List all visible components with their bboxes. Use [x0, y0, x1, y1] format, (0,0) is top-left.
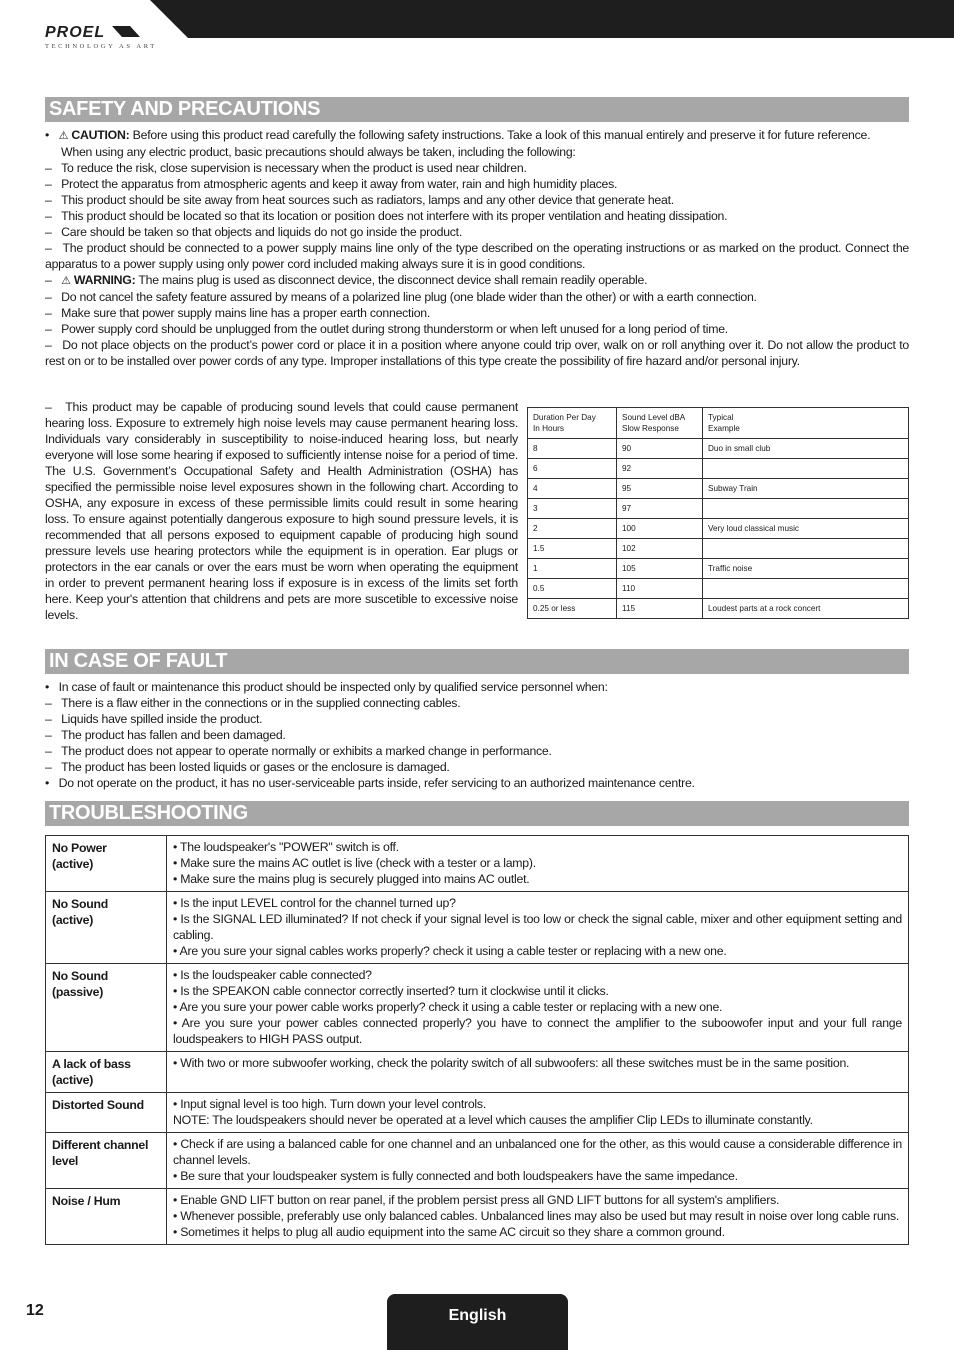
list-item-text: Power supply cord should be unplugged from the outlet during strong thunderstorm or when left unused for a long period of time. — [61, 322, 728, 336]
solution-line: • Are you sure your power cable works properly? check it using a cable tester or replacing with a new one. — [173, 1000, 723, 1014]
list-item-text: Do not place objects on the product’s power cord or place it in a position where anyone could trip over, walk on or roll anything over it. Do not allow the product to rest on or to be installed over power cords of any type. Improper installations of this type create the possibility of fire hazard and/or personal injury. — [45, 338, 909, 368]
list-marker: – — [45, 744, 52, 758]
solution-line: • Check if are using a balanced cable for one channel and an unbalanced one for the other, as this would cause a considerable difference in channel levels. — [173, 1137, 902, 1167]
list-item-text: Liquids have spilled inside the product. — [61, 712, 263, 726]
list-marker: • — [45, 680, 50, 694]
table-row — [46, 1052, 909, 1093]
solution-line: • Is the loudspeaker cable connected? — [173, 968, 372, 982]
table-row — [528, 439, 909, 459]
table-cell: 3 — [528, 499, 617, 519]
table-cell: 1.5 — [528, 539, 617, 559]
fault-heading: IN CASE OF FAULT — [45, 649, 909, 674]
solution-line: • Enable GND LIFT button on rear panel, if the problem persist press all GND LIFT buttons for all system's amplifiers. — [173, 1193, 780, 1207]
safety-intro: When using any electric product, basic precautions should always be taken, including the following: — [61, 145, 576, 159]
list-item-text: The product does not appear to operate normally or exhibits a marked change in performance. — [61, 744, 552, 758]
problem-name: No Sound — [52, 897, 109, 911]
list-item: – Do not place objects on the product’s power cord or place it in a position where anyone could trip over, walk on or roll anything over it. Do not allow the product to rest on or to be installed over power cords of any type. Improper installations of this type create the possibility of fire hazard and/or personal injury. — [45, 338, 909, 368]
solution-line: • Are you sure your signal cables works properly? check it using a cable tester or replacing with a new one. — [173, 944, 727, 958]
table-header-row — [528, 408, 909, 439]
list-item-text: Protect the apparatus from atmospheric agents and keep it away from water, rain and high humidity places. — [61, 177, 618, 191]
list-item — [45, 679, 909, 695]
list-item-text: This product should be located so that its location or position does not interfere with its proper ventilation and heating dissipation. — [61, 209, 728, 223]
problem-name: A lack of bass — [52, 1057, 131, 1071]
list-item-text: Do not cancel the safety feature assured by means of a polarized line plug (one blade wider than the other) or with a earth connection. — [61, 290, 757, 304]
problem-mode: (active) — [52, 1073, 94, 1087]
noise-paragraph: – This product may be capable of producing sound levels that could cause permanent hearing loss. Exposure to extremely high noise levels may cause permanent hearing loss. Individuals vary considerably in susceptibility to noise-induced hearing loss, but nearly everyone will lose some hearing if exposed to sufficiently intense noise for a period of time. The U.S. Government’s Occupational Safety and Health Administration (OSHA) has specified the permissible noise level exposures shown in the following chart. According to OSHA, any exposure in excess of these permissible limits could result in some hearing loss. To ensure against potentially dangerous exposure to high sound pressure levels, it is recommended that all persons exposed to equipment capable of producing high sound pressure levels use hearing protectors while the equipment is in operation. Ear plugs or protectors in the ear canals or over the ears must be worn when operating the equipment in order to prevent permanent hearing loss if exposure is in excess of the limits set forth here. Keep your's attention that childrens and pets are more suscetible to excessive noise levels. — [45, 400, 518, 622]
problem-label — [46, 964, 167, 1052]
table-cell: 110 — [617, 579, 703, 599]
table-cell: 115 — [617, 599, 703, 619]
list-item-text: Make sure that power supply mains line has a proper earth connection. — [61, 306, 431, 320]
table-cell: Very loud classical music — [703, 519, 909, 539]
list-item — [45, 727, 909, 743]
table-cell: Subway Train — [703, 479, 909, 499]
table-cell: 0.5 — [528, 579, 617, 599]
list-item: – This product should be site away from heat sources such as radiators, lamps and any other device that generate heat. — [45, 193, 674, 207]
warning-paragraph: – ⚠ WARNING: The mains plug is used as disconnect device, the disconnect device shall remain readily operable. — [45, 273, 648, 287]
solution-line: • The loudspeaker's "POWER" switch is off. — [173, 840, 399, 854]
solution-line: • Is the input LEVEL control for the channel turned up? — [173, 896, 456, 910]
solution-line: • Is the SPEAKON cable connector correctly inserted? turn it clockwise until it clicks. — [173, 984, 609, 998]
list-item: – This product should be located so that its location or position does not interfere with its proper ventilation and heating dissipation. — [45, 209, 728, 223]
safety-heading: SAFETY AND PRECAUTIONS — [45, 97, 909, 122]
problem-name: No Power — [52, 841, 107, 855]
list-item — [45, 775, 909, 791]
solution-cell — [167, 1093, 909, 1133]
list-marker: • — [45, 776, 50, 790]
table-header-cell: Typical Example — [703, 408, 909, 439]
list-item-text: Care should be taken so that objects and liquids do not go inside the product. — [61, 225, 463, 239]
table-row — [46, 1133, 909, 1189]
table-row — [46, 1093, 909, 1133]
table-cell: 4 — [528, 479, 617, 499]
table-cell — [703, 579, 909, 599]
list-item: – Do not cancel the safety feature assured by means of a polarized line plug (one blade wider than the other) or with a earth connection. — [45, 290, 757, 304]
list-item — [45, 711, 909, 727]
table-header-cell: Sound Level dBA Slow Response — [617, 408, 703, 439]
list-item-text: To reduce the risk, close supervision is necessary when the product is used near children. — [61, 161, 527, 175]
list-marker: – — [45, 760, 52, 774]
language-tab: English — [387, 1294, 568, 1350]
list-marker: – — [45, 712, 52, 726]
fault-list — [45, 679, 909, 791]
logo — [45, 24, 140, 42]
table-row — [46, 836, 909, 892]
safety-list-2 — [45, 289, 909, 369]
page-number: 12 — [26, 1302, 44, 1319]
problem-mode: (passive) — [52, 985, 104, 999]
logo-arrow-icon — [112, 24, 140, 38]
table-row — [528, 499, 909, 519]
problem-mode: (active) — [52, 913, 94, 927]
safety-body — [45, 127, 909, 369]
table-cell: 100 — [617, 519, 703, 539]
problem-label — [46, 1052, 167, 1093]
solution-cell — [167, 836, 909, 892]
table-cell: 92 — [617, 459, 703, 479]
table-cell: 6 — [528, 459, 617, 479]
solution-line: NOTE: The loudspeakers should never be operated at a level which causes the amplifier Clip LEDs to illuminate constantly. — [173, 1113, 813, 1127]
solution-cell — [167, 1189, 909, 1245]
list-item — [45, 743, 909, 759]
solution-line: • Be sure that your loudspeaker system is fully connected and both loudspeakers have the same impedance. — [173, 1169, 738, 1183]
troubleshooting-heading: TROUBLESHOOTING — [45, 801, 909, 826]
problem-name: Noise / Hum — [52, 1194, 121, 1208]
noise-exposure-table — [527, 407, 909, 619]
list-item-text: This product should be site away from heat sources such as radiators, lamps and any other device that generate heat. — [61, 193, 674, 207]
problem-label — [46, 836, 167, 892]
table-row — [46, 1189, 909, 1245]
logo-tagline: TECHNOLOGY AS ART — [45, 43, 157, 50]
list-item-text: In case of fault or maintenance this product should be inspected only by qualified service personnel when: — [58, 680, 608, 694]
table-header-cell: Duration Per Day In Hours — [528, 408, 617, 439]
table-cell: 1 — [528, 559, 617, 579]
list-item: – Care should be taken so that objects and liquids do not go inside the product. — [45, 225, 463, 239]
solution-cell — [167, 1052, 909, 1093]
solution-cell — [167, 892, 909, 964]
problem-label — [46, 892, 167, 964]
solution-line: • Input signal level is too high. Turn down your level controls. — [173, 1097, 486, 1111]
table-row — [528, 519, 909, 539]
solution-cell — [167, 964, 909, 1052]
table-cell: 97 — [617, 499, 703, 519]
solution-line: • Are you sure your power cables connected properly? you have to connect the amplifier to the suboowofer input and your full range loudspeakers to HIGH PASS output. — [173, 1016, 902, 1046]
problem-label — [46, 1189, 167, 1245]
table-cell: Loudest parts at a rock concert — [703, 599, 909, 619]
table-cell: 95 — [617, 479, 703, 499]
problem-label — [46, 1133, 167, 1189]
list-item: – Make sure that power supply mains line has a proper earth connection. — [45, 306, 431, 320]
solution-cell — [167, 1133, 909, 1189]
list-item — [45, 695, 909, 711]
warning-triangle-icon: ⚠ — [61, 275, 71, 287]
solution-line: • Is the SIGNAL LED illuminated? If not check if your signal level is too low or check the signal cable, mixer and other equipment setting and cabling. — [173, 912, 902, 942]
list-item — [45, 759, 909, 775]
table-cell: Traffic noise — [703, 559, 909, 579]
table-cell — [703, 499, 909, 519]
problem-name: Distorted Sound — [52, 1098, 144, 1112]
problem-mode: (active) — [52, 857, 94, 871]
list-item-text: The product should be connected to a power supply mains line only of the type described on the operating instructions or as marked on the product. Connect the apparatus to a power supply using only power cord included making always sure it is in good conditions. — [45, 241, 909, 271]
table-row — [46, 964, 909, 1052]
problem-name: No Sound — [52, 969, 109, 983]
table-row — [528, 539, 909, 559]
solution-line: • Sometimes it helps to plug all audio equipment into the same AC circuit so they share a common ground. — [173, 1225, 725, 1239]
caution-label: CAUTION: — [71, 128, 130, 142]
table-row — [528, 459, 909, 479]
problem-mode: level — [52, 1154, 79, 1168]
list-item-text: The product has fallen and been damaged. — [61, 728, 286, 742]
table-cell: 2 — [528, 519, 617, 539]
list-item-text: There is a flaw either in the connections or in the supplied connecting cables. — [61, 696, 461, 710]
solution-line: • Whenever possible, preferably use only balanced cables. Unbalanced lines may also be used but may result in noise over long cable runs. — [173, 1209, 900, 1223]
solution-line: • With two or more subwoofer working, check the polarity switch of all subwoofers: all these switches must be in the same position. — [173, 1056, 850, 1070]
problem-label — [46, 1093, 167, 1133]
list-item: – Protect the apparatus from atmospheric agents and keep it away from water, rain and high humidity places. — [45, 177, 618, 191]
table-row — [528, 579, 909, 599]
logo-text: PROEL — [45, 24, 106, 41]
troubleshooting-table — [45, 835, 909, 1245]
problem-name: Different channel — [52, 1138, 149, 1152]
solution-line: • Make sure the mains AC outlet is live (check with a tester or a lamp). — [173, 856, 536, 870]
solution-line: • Make sure the mains plug is securely plugged into mains AC outlet. — [173, 872, 530, 886]
list-item: – The product should be connected to a power supply mains line only of the type described on the operating instructions or as marked on the product. Connect the apparatus to a power supply using only power cord included making always sure it is in good conditions. — [45, 241, 909, 271]
list-marker: – — [45, 696, 52, 710]
table-cell — [703, 539, 909, 559]
table-cell: 90 — [617, 439, 703, 459]
header-bar — [150, 0, 954, 38]
table-cell: 102 — [617, 539, 703, 559]
table-cell: 8 — [528, 439, 617, 459]
table-row — [528, 599, 909, 619]
table-cell: Duo in small club — [703, 439, 909, 459]
warning-triangle-icon: ⚠ — [58, 130, 69, 142]
table-row — [46, 892, 909, 964]
list-marker: – — [45, 728, 52, 742]
warning-label: WARNING: — [73, 273, 136, 287]
safety-list — [45, 160, 909, 272]
table-cell: 105 — [617, 559, 703, 579]
list-item-text: Do not operate on the product, it has no user-serviceable parts inside, refer servicing to an authorized maintenance centre. — [58, 776, 695, 790]
caution-text: Before using this product read carefully the following safety instructions. Take a look of this manual entirely and preserve it for future reference. — [129, 128, 871, 142]
table-cell — [703, 459, 909, 479]
caution-paragraph: • ⚠ CAUTION: Before using this product read carefully the following safety instructions. Take a look of this manual entirely and preserve it for future reference. — [45, 128, 871, 142]
list-item: – To reduce the risk, close supervision is necessary when the product is used near children. — [45, 161, 527, 175]
table-row — [528, 559, 909, 579]
warning-text: The mains plug is used as disconnect device, the disconnect device shall remain readily operable. — [135, 273, 648, 287]
table-cell: 0.25 or less — [528, 599, 617, 619]
table-row — [528, 479, 909, 499]
list-item-text: The product has been losted liquids or gases or the enclosure is damaged. — [61, 760, 450, 774]
list-item: – Power supply cord should be unplugged from the outlet during strong thunderstorm or when left unused for a long period of time. — [45, 322, 728, 336]
